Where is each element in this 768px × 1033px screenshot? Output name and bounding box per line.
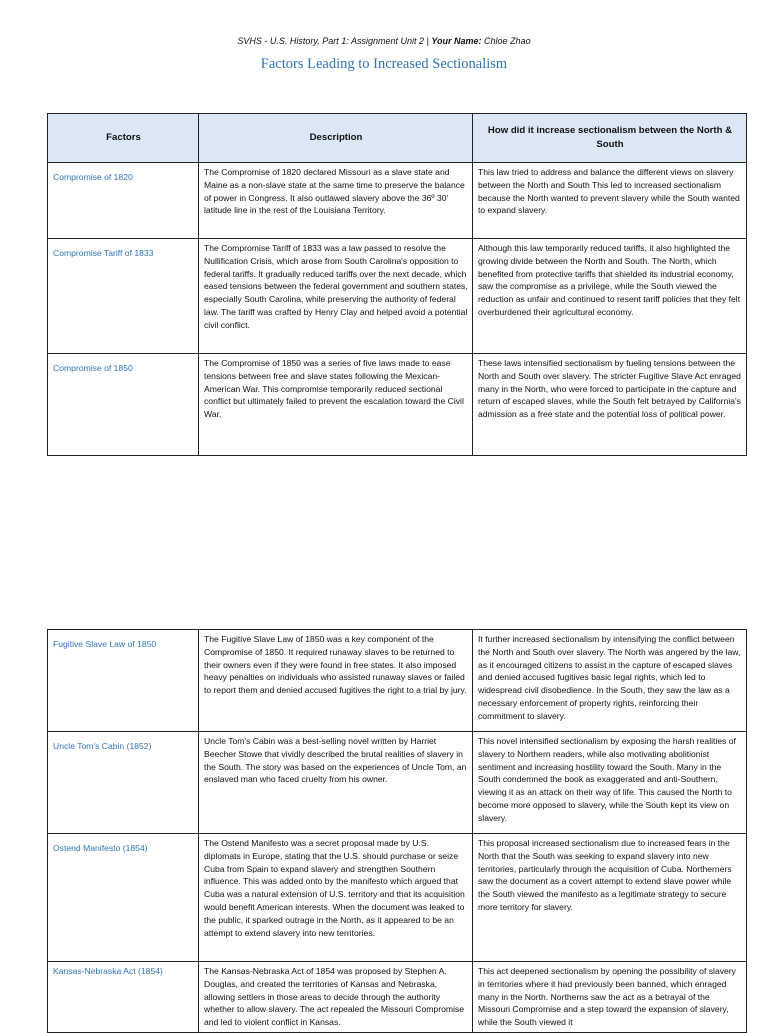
- impact-cell: Although this law temporarily reduced tariffs, it also highlighted the growing divide between the North and South. The North, which benefited from protective tariffs that shielded its industrial economy, saw the compromise as a privilege, while the South viewed the reduction as unfair and continued to resent tariff policies that they felt overburdened their agricultural economy.: [473, 239, 747, 354]
- sectionalism-table-page2: [47, 629, 747, 1033]
- factor-cell: Fugitive Slave Law of 1850: [48, 630, 199, 732]
- document-header: [0, 36, 768, 46]
- student-name: Chloe Zhao: [484, 36, 531, 46]
- name-label: Your Name:: [431, 36, 482, 46]
- table-row: [48, 239, 747, 354]
- factor-cell: Compromise Tariff of 1833: [48, 239, 199, 354]
- factor-cell: Uncle Tom's Cabin (1852): [48, 732, 199, 834]
- description-cell: The Fugitive Slave Law of 1850 was a key component of the Compromise of 1850. It required runaway slaves to be returned to their owners even if they were found in free states. It also imposed heavy penalties on individuals who assisted runaway slaves or failed to report them and denied accused fugitives the right to a trial by jury.: [199, 630, 473, 732]
- description-cell: The Compromise of 1850 was a series of five laws made to ease tensions between free and slave states following the Mexican-American War. This compromise temporarily reduced sectional conflict but ultimately failed to prevent the escalation toward the Civil War.: [199, 354, 473, 456]
- description-cell: The Kansas-Nebraska Act of 1854 was proposed by Stephen A. Douglas, and created the territories of Kansas and Nebraska, allowing settlers in those areas to decide through the authority whether to allow slavery. The act repealed the Missouri Compromise and led to violent conflict in Kansas.: [199, 962, 473, 1033]
- factor-cell: Kansas-Nebraska Act (1854): [48, 962, 199, 1033]
- description-cell: Uncle Tom's Cabin was a best-selling novel written by Harriet Beecher Stowe that vividly described the brutal realities of slavery in the South. The story was based on the experiences of Uncle Tom, an enslaved man who faced cruelty from his owner.: [199, 732, 473, 834]
- course-info: SVHS - U.S. History, Part 1: Assignment Unit 2 |: [237, 36, 429, 46]
- table-row: [48, 732, 747, 834]
- impact-cell: This novel intensified sectionalism by exposing the harsh realities of slavery to Northern readers, while also motivating abolitionist sentiment and increasing hostility toward the South. Many in the South condemned the book as exaggerated and anti-Southern, viewing it as an attack on their way of life. This caused the North to become more opposed to slavery, while the South kept its view on slavery.: [473, 732, 747, 834]
- factor-cell: Compromise of 1850: [48, 354, 199, 456]
- description-cell: The Ostend Manifesto was a secret proposal made by U.S. diplomats in Europe, stating that the U.S. should purchase or seize Cuba from Spain to expand slavery and strengthen Southern influence. This was added onto by the manifesto which argued that Cuba was a natural extension of U.S. territory and that its acquisition would benefit American interests. When the document was leaked to the public, it sparked outrage in the North, as it appeared to be an attempt to extend slavery into new territories.: [199, 834, 473, 962]
- impact-cell: This proposal increased sectionalism due to increased fears in the North that the South was seeking to expand slavery into new territories, particularly through the acquisition of Cuba. Northerners saw the document as a covert attempt to extend slave power while the South viewed the manifesto as a legitimate strategy to secure more territory for slavery.: [473, 834, 747, 962]
- sectionalism-table-page1: [47, 113, 747, 456]
- impact-cell: It further increased sectionalism by intensifying the conflict between the North and South over slavery. The North was angered by the law, as it encouraged citizens to assist in the capture of escaped slaves and denied accused fugitives basic legal rights, which led to widespread civil disobedience. In the South, they saw the law as a necessary enforcement of property rights, reinforcing their commitment to slavery.: [473, 630, 747, 732]
- factor-cell: Ostend Manifesto (1854): [48, 834, 199, 962]
- header-description: Description: [199, 114, 473, 163]
- table-row: [48, 834, 747, 962]
- table-row: [48, 630, 747, 732]
- table-row: [48, 163, 747, 239]
- document-title: Factors Leading to Increased Sectionalism: [260, 56, 508, 72]
- impact-cell: These laws intensified sectionalism by fueling tensions between the North and South over slavery. The stricter Fugitive Slave Act enraged many in the North, who were forced to participate in the capture and return of escaped slaves, while the South felt betrayed by California's admission as a free state and the potential loss of political power.: [473, 354, 747, 456]
- description-cell: The Compromise Tariff of 1833 was a law passed to resolve the Nullification Crisis, which arose from South Carolina's opposition to federal tariffs. It gradually reduced tariffs over the next decade, which eased tensions between the federal government and southern states, especially South Carolina, while preserving the authority of federal law. The tariff was crafted by Henry Clay and helped avoid a potential civil conflict.: [199, 239, 473, 354]
- table-row: [48, 354, 747, 456]
- impact-cell: This law tried to address and balance the different views on slavery between the North and South This led to increased sectionalism because the North wanted to prevent slavery while the South wanted to expand slavery.: [473, 163, 747, 239]
- impact-cell: This act deepened sectionalism by opening the possibility of slavery in territories where it had previously been banned, which enraged many in the North. Northerns saw the act as a betrayal of the Missouri Compromise and a step toward the expansion of slavery, while the South viewed it: [473, 962, 747, 1033]
- header-impact: How did it increase sectionalism between the North & South: [473, 114, 747, 163]
- table-row: [48, 962, 747, 1033]
- factor-cell: Compromise of 1820: [48, 163, 199, 239]
- header-factors: Factors: [48, 114, 199, 163]
- description-cell: The Compromise of 1820 declared Missouri as a slave state and Maine as a non-slave state at the same time to preserve the balance of power in Congress. It also outlawed slavery above the 36º 30' latitude line in the rest of the Louisiana Territory.: [199, 163, 473, 239]
- table-header-row: [48, 114, 747, 163]
